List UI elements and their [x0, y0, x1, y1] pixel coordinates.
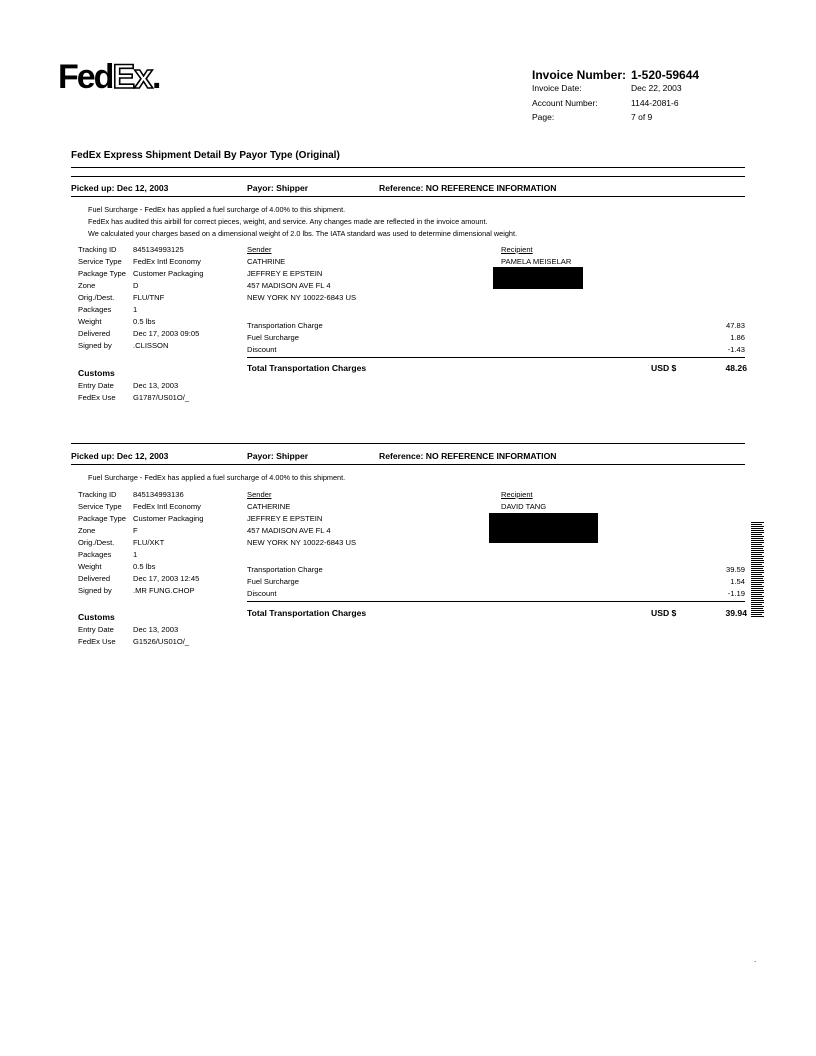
- service-type-label: Service Type: [78, 502, 122, 511]
- fedex-logo: [58, 60, 160, 94]
- divider: [71, 176, 745, 177]
- fedex-use: G1787/US01O/_: [133, 393, 190, 402]
- sender-heading: Sender: [247, 245, 272, 254]
- discount: -1.43: [727, 345, 745, 354]
- zone-label: Zone: [78, 281, 96, 290]
- payor: Payor: Shipper: [247, 451, 309, 461]
- recipient-heading: Recipient: [501, 490, 533, 499]
- divider: [71, 167, 745, 168]
- document-title: FedEx Express Shipment Detail By Payor Type (Original): [71, 150, 340, 161]
- redaction-box: [493, 267, 583, 289]
- signed-by: .MR FUNG.CHOP: [133, 586, 195, 595]
- sender-line: NEW YORK NY 10022-6843 US: [247, 293, 357, 302]
- invoice-date-label: Invoice Date:: [532, 83, 582, 93]
- shipment-note: FedEx has audited this airbill for correct pieces, weight, and service. Any changes made are reflected in the invoice amount.: [88, 217, 488, 226]
- entry-date: Dec 13, 2003: [133, 381, 179, 390]
- fuel-surcharge: 1.86: [730, 333, 745, 342]
- fedex-use-label: FedEx Use: [78, 637, 116, 646]
- invoice-date: Dec 22, 2003: [631, 83, 682, 93]
- transportation-charge-label: Transportation Charge: [247, 321, 323, 330]
- recipient-line: PAMELA MEISELAR: [501, 257, 572, 266]
- invoice-number-label: Invoice Number:: [532, 68, 627, 82]
- delivered-label: Delivered: [78, 574, 111, 583]
- sender-line: 457 MADISON AVE FL 4: [247, 526, 331, 535]
- delivered-label: Delivered: [78, 329, 111, 338]
- zone-label: Zone: [78, 526, 96, 535]
- weight: 0.5 lbs: [133, 562, 156, 571]
- fuel-surcharge-label: Fuel Surcharge: [247, 577, 299, 586]
- invoice-number: 1-520-59644: [631, 68, 700, 82]
- divider: [71, 443, 745, 444]
- currency: USD $: [651, 363, 677, 373]
- total-amount: 39.94: [725, 608, 747, 618]
- service-type-label: Service Type: [78, 257, 122, 266]
- fedex-use-label: FedEx Use: [78, 393, 116, 402]
- account-number-label: Account Number:: [532, 98, 598, 108]
- packages: 1: [133, 305, 138, 314]
- divider: [71, 464, 745, 465]
- shipment-note: We calculated your charges based on a dimensional weight of 2.0 lbs. The IATA standard was used to determine dimensional weight.: [88, 229, 518, 238]
- recipient-heading: Recipient: [501, 245, 533, 254]
- entry-date: Dec 13, 2003: [133, 625, 179, 634]
- page-label: Page:: [532, 112, 555, 122]
- tracking-id: 845134993125: [133, 245, 184, 254]
- discount-label: Discount: [247, 345, 277, 354]
- picked-up-date: Picked up: Dec 12, 2003: [71, 451, 169, 461]
- discount: -1.19: [727, 589, 745, 598]
- sender-heading: Sender: [247, 490, 272, 499]
- signed-by-label: Signed by: [78, 341, 112, 350]
- sender-line: NEW YORK NY 10022-6843 US: [247, 538, 357, 547]
- delivered: Dec 17, 2003 12:45: [133, 574, 200, 583]
- entry-date-label: Entry Date: [78, 625, 114, 634]
- service-type: FedEx Intl Economy: [133, 257, 201, 266]
- signed-by-label: Signed by: [78, 586, 112, 595]
- redaction-box: [489, 513, 598, 543]
- signed-by: .CLISSON: [133, 341, 169, 350]
- sender-line: JEFFREY E EPSTEIN: [247, 514, 323, 523]
- fuel-surcharge-label: Fuel Surcharge: [247, 333, 299, 342]
- sender-line: 457 MADISON AVE FL 4: [247, 281, 331, 290]
- total-amount: 48.26: [725, 363, 747, 373]
- fuel-surcharge: 1.54: [730, 577, 745, 586]
- tracking-id-label: Tracking ID: [78, 245, 117, 254]
- service-type: FedEx Intl Economy: [133, 502, 201, 511]
- logo-ex: Ex: [112, 58, 153, 96]
- package-type-label: Package Type: [78, 269, 126, 278]
- packages: 1: [133, 550, 138, 559]
- sender-line: JEFFREY E EPSTEIN: [247, 269, 323, 278]
- total-divider: [247, 357, 745, 358]
- fedex-use: G1526/US01O/_: [133, 637, 190, 646]
- sender-line: CATHRINE: [247, 257, 286, 266]
- package-type: Customer Packaging: [133, 514, 204, 523]
- transportation-charge: 39.59: [725, 565, 745, 574]
- payor: Payor: Shipper: [247, 183, 309, 193]
- total-divider: [247, 601, 745, 602]
- orig-dest-label: Orig./Dest.: [78, 293, 115, 302]
- delivered: Dec 17, 2003 09:05: [133, 329, 200, 338]
- transportation-charge: 47.83: [725, 321, 745, 330]
- zone: F: [133, 526, 138, 535]
- account-number: 1144-2081-6: [631, 98, 679, 108]
- tracking-id: 845134993136: [133, 490, 184, 499]
- customs-heading: Customs: [78, 612, 115, 622]
- transportation-charge-label: Transportation Charge: [247, 565, 323, 574]
- reference: Reference: NO REFERENCE INFORMATION: [379, 183, 557, 193]
- weight-label: Weight: [78, 562, 102, 571]
- page-number: 7 of 9: [631, 112, 653, 122]
- tracking-id-label: Tracking ID: [78, 490, 117, 499]
- discount-label: Discount: [247, 589, 277, 598]
- logo-fed: Fed: [58, 58, 113, 96]
- picked-up-date: Picked up: Dec 12, 2003: [71, 183, 169, 193]
- package-type-label: Package Type: [78, 514, 126, 523]
- packages-label: Packages: [78, 305, 112, 314]
- divider: [71, 196, 745, 197]
- orig-dest: FLU/TNF: [133, 293, 165, 302]
- total-label: Total Transportation Charges: [247, 363, 367, 373]
- weight-label: Weight: [78, 317, 102, 326]
- orig-dest: FLU/XKT: [133, 538, 165, 547]
- sender-line: CATHERINE: [247, 502, 291, 511]
- orig-dest-label: Orig./Dest.: [78, 538, 115, 547]
- zone: D: [133, 281, 139, 290]
- currency: USD $: [651, 608, 677, 618]
- package-type: Customer Packaging: [133, 269, 204, 278]
- shipment-note: Fuel Surcharge - FedEx has applied a fuel surcharge of 4.00% to this shipment.: [88, 205, 346, 214]
- customs-heading: Customs: [78, 368, 115, 378]
- barcode: [751, 522, 764, 622]
- entry-date-label: Entry Date: [78, 381, 114, 390]
- reference: Reference: NO REFERENCE INFORMATION: [379, 451, 557, 461]
- weight: 0.5 lbs: [133, 317, 156, 326]
- footer-mark: .: [754, 955, 757, 964]
- logo-dot: .: [152, 58, 160, 96]
- total-label: Total Transportation Charges: [247, 608, 367, 618]
- shipment-note: Fuel Surcharge - FedEx has applied a fuel surcharge of 4.00% to this shipment.: [88, 473, 346, 482]
- recipient-line: DAVID TANG: [501, 502, 547, 511]
- packages-label: Packages: [78, 550, 112, 559]
